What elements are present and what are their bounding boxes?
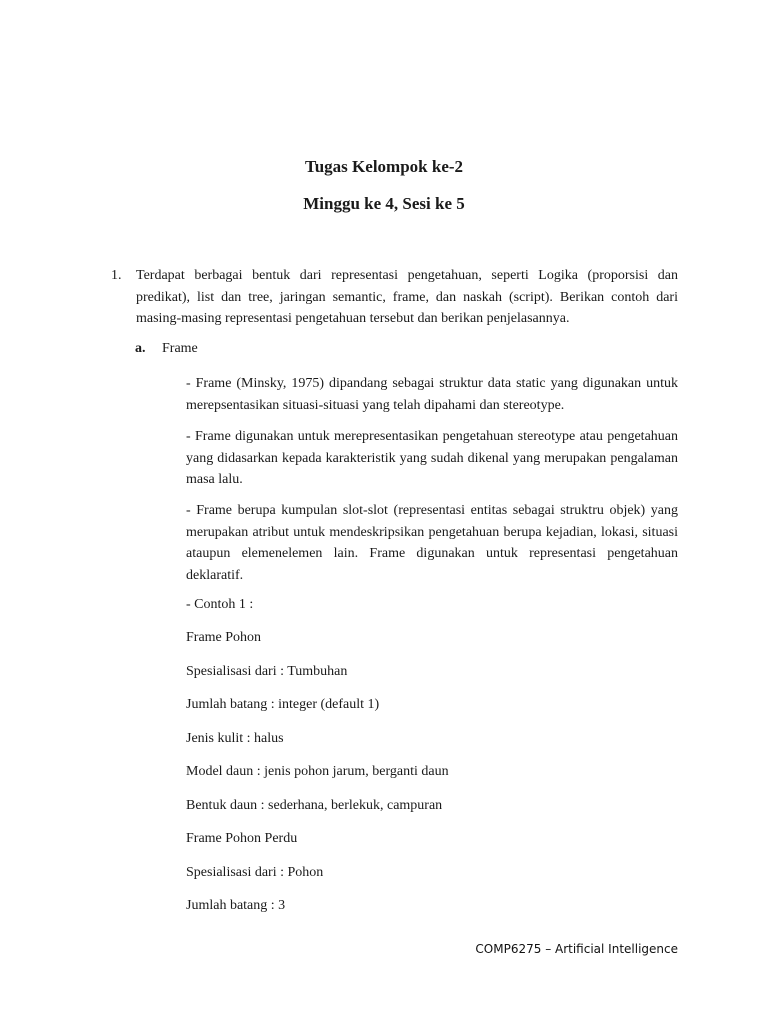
paragraph-2: - Frame digunakan untuk merepresentasikan pengetahuan stereotype atau pengetahuan yang didasarkan kepada karakteristik yang sudah dikenal yang merupakan pengalaman masa lalu. [186, 429, 678, 487]
example-line-6: Model daun : jenis pohon jarum, berganti daun [186, 764, 449, 779]
paragraph-3: - Frame berupa kumpulan slot-slot (representasi entitas sebagai struktru objek) yang merupakan atribut untuk mendeskripsikan pengetahuan berupa kejadian, lokasi, situasi ataupun elemenelemen lain. Frame digunakan untuk representasi pengetahuan deklaratif. [186, 503, 678, 583]
document-subtitle: Minggu ke 4, Sesi ke 5 [303, 194, 465, 213]
example-line-1: - Contoh 1 : [186, 597, 254, 612]
example-line-3: Spesialisasi dari : Tumbuhan [186, 664, 348, 679]
section-a-heading [135, 341, 198, 357]
paragraph-1: - Frame (Minsky, 1975) dipandang sebagai struktur data static yang digunakan untuk merepsentasikan situasi-situasi yang telah dipahami dan stereotype. [186, 376, 678, 413]
example-line-10: Jumlah batang : 3 [186, 898, 286, 913]
example-line-2: Frame Pohon [186, 630, 262, 645]
example-line-7: Bentuk daun : sederhana, berlekuk, campuran [186, 798, 443, 813]
question-1 [111, 265, 678, 330]
question-number: 1. [111, 268, 122, 283]
example-line-9: Spesialisasi dari : Pohon [186, 865, 324, 880]
section-a-title: Frame [162, 341, 198, 356]
example-line-8: Frame Pohon Perdu [186, 831, 298, 846]
example-line-5: Jenis kulit : halus [186, 731, 284, 746]
example-line-4: Jumlah batang : integer (default 1) [186, 697, 380, 712]
section-a-letter: a. [135, 341, 146, 356]
page-footer: COMP6275 – Artificial Intelligence [475, 942, 678, 956]
document-title: Tugas Kelompok ke-2 [304, 157, 464, 176]
question-text: Terdapat berbagai bentuk dari representasi pengetahuan, seperti Logika (proporsisi dan predikat), list dan tree, jaringan semantic, frame, dan naskah (script). Berikan contoh dari masing-masing representasi pengetahuan tersebut dan berikan penjelasannya. [136, 268, 678, 326]
